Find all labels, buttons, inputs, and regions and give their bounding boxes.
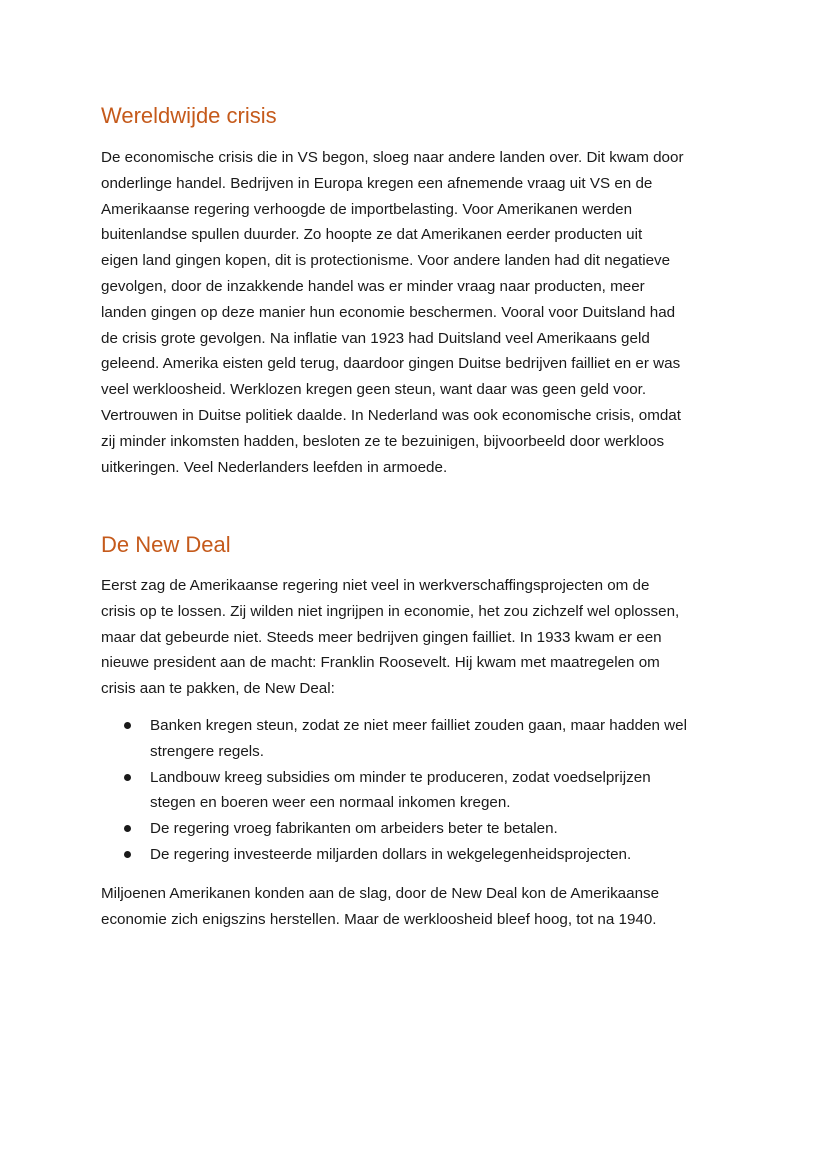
- paragraph-line: Eerst zag de Amerikaanse regering niet veel in werkverschaffingsprojecten om de: [101, 577, 650, 594]
- section-heading-wereldwijde-crisis: Wereldwijde crisis: [101, 103, 277, 128]
- paragraph-line: geleend. Amerika eisten geld terug, daardoor gingen Duitse bedrijven failliet en er was: [101, 355, 681, 373]
- paragraph-line: uitkeringen. Veel Nederlanders leefden in armoede.: [101, 458, 448, 476]
- paragraph-line: landen gingen op deze manier hun economie beschermen. Vooral voor Duitsland had: [101, 303, 676, 321]
- list-item-line: De regering investeerde miljarden dollars in wekgelegenheidsprojecten.: [150, 845, 632, 863]
- paragraph-line: buitenlandse spullen duurder. Zo hoopte ze dat Amerikanen eerder producten uit: [101, 226, 643, 244]
- paragraph-line: crisis op te lossen. Zij wilden niet ingrijpen in economie, het zou zichzelf wel oplossen,: [101, 602, 680, 620]
- list-item: [101, 765, 741, 817]
- paragraph-line: De economische crisis die in VS begon, sloeg naar andere landen over. Dit kwam door: [101, 149, 684, 166]
- paragraph-line: economie zich enigszins herstellen. Maar de werkloosheid bleef hoog, tot na 1940.: [101, 910, 657, 928]
- paragraph-line: crisis aan te pakken, de New Deal:: [101, 680, 335, 698]
- list-item-line: strengere regels.: [150, 742, 264, 760]
- bullet-icon: [124, 774, 131, 781]
- bullet-icon: [124, 825, 131, 832]
- paragraph-line: eigen land gingen kopen, dit is protectionisme. Voor andere landen had dit negatieve: [101, 252, 671, 270]
- section-paragraph-wereldwijde-crisis: [101, 145, 741, 480]
- paragraph-line: Miljoenen Amerikanen konden aan de slag, door de New Deal kon de Amerikaanse: [101, 885, 660, 902]
- section-heading-new-deal: De New Deal: [101, 532, 231, 557]
- paragraph-line: gevolgen, door de inzakkende handel was er minder vraag naar producten, meer: [101, 277, 645, 295]
- paragraph-line: zij minder inkomsten hadden, besloten ze te bezuinigen, bijvoorbeeld door werkloos: [101, 432, 665, 450]
- paragraph-line: maar dat gebeurde niet. Steeds meer bedrijven gingen failliet. In 1933 kwam er een: [101, 628, 662, 646]
- bullet-icon: [124, 722, 131, 729]
- list-item-line: stegen en boeren weer een normaal inkomen kregen.: [150, 794, 511, 812]
- list-item-line: Landbouw kreeg subsidies om minder te produceren, zodat voedselprijzen: [150, 768, 651, 786]
- paragraph-line: onderlinge handel. Bedrijven in Europa kregen een afnemende vraag uit VS en de: [101, 174, 653, 192]
- section-outro-new-deal: [101, 881, 741, 933]
- bullet-icon: [124, 851, 131, 858]
- section-intro-new-deal: [101, 573, 741, 702]
- list-item-line: De regering vroeg fabrikanten om arbeiders beter te betalen.: [150, 820, 558, 838]
- paragraph-line: nieuwe president aan de macht: Franklin Roosevelt. Hij kwam met maatregelen om: [101, 654, 660, 672]
- list-item: [101, 842, 741, 868]
- paragraph-line: Vertrouwen in Duitse politiek daalde. In Nederland was ook economische crisis, omdat: [101, 406, 681, 424]
- paragraph-line: veel werkloosheid. Werklozen kregen geen steun, want daar was geen geld voor.: [101, 381, 647, 399]
- new-deal-measures-list: [101, 713, 741, 868]
- paragraph-line: de crisis grote gevolgen. Na inflatie van 1923 had Duitsland veel Amerikaans geld: [101, 329, 650, 347]
- list-item: [101, 816, 741, 842]
- list-item-line: Banken kregen steun, zodat ze niet meer failliet zouden gaan, maar hadden wel: [150, 717, 687, 734]
- list-item: [101, 713, 741, 765]
- paragraph-line: Amerikaanse regering verhoogde de importbelasting. Voor Amerikanen werden: [101, 200, 633, 218]
